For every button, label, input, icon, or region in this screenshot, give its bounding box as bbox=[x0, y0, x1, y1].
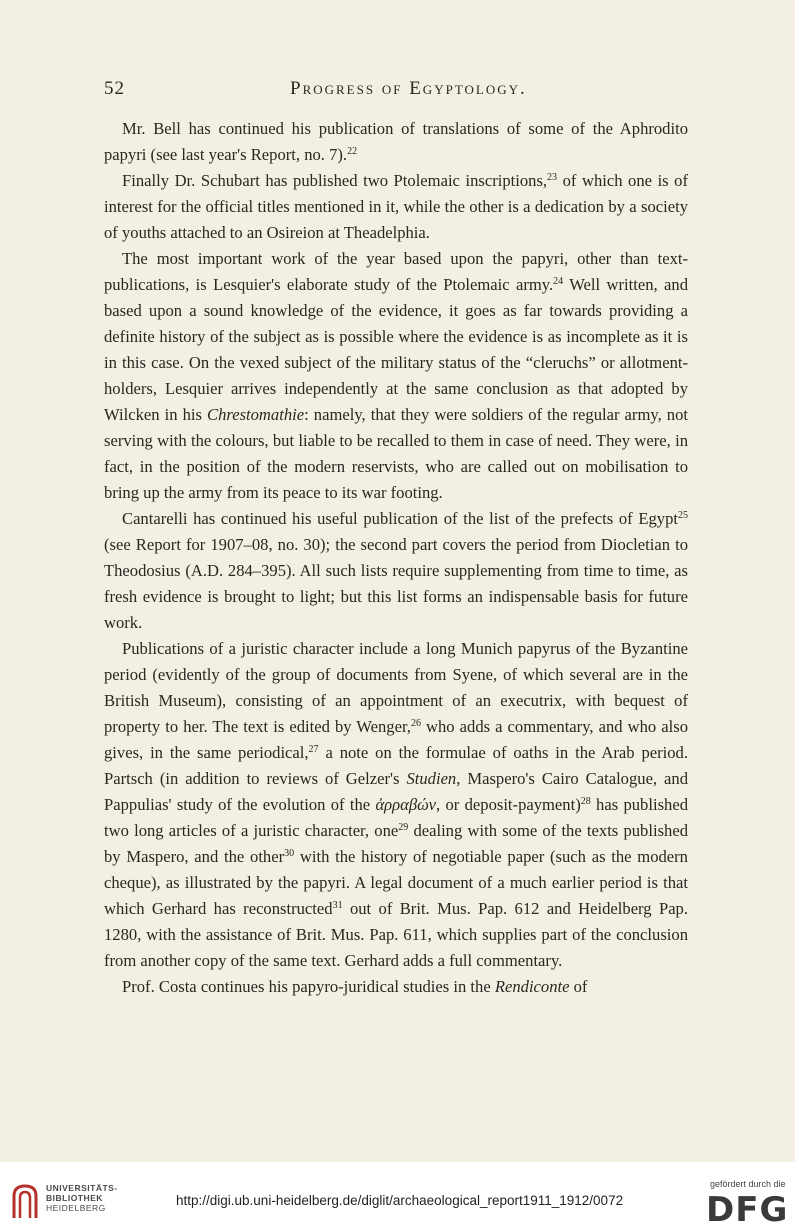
dfg-logo[interactable]: DFG bbox=[706, 1190, 789, 1230]
body-text bbox=[104, 116, 688, 1000]
source-url-link[interactable]: http://digi.ub.uni-heidelberg.de/diglit/archaeological_report1911_1912/0072 bbox=[176, 1193, 624, 1208]
book-title: Studien bbox=[406, 769, 457, 788]
footnote-ref[interactable]: 26 bbox=[410, 718, 421, 729]
footnote-ref[interactable]: 31 bbox=[332, 900, 343, 911]
footnote-ref[interactable]: 27 bbox=[308, 744, 319, 755]
footnote-ref[interactable]: 22 bbox=[347, 146, 358, 157]
footnote-ref[interactable]: 24 bbox=[553, 276, 564, 287]
paragraph-6: Prof. Costa continues his papyro-juridical studies in the Rendiconte of bbox=[122, 977, 588, 996]
page-number: 52 bbox=[104, 78, 125, 99]
university-seal-icon[interactable] bbox=[10, 1182, 40, 1220]
footnote-ref[interactable]: 29 bbox=[398, 822, 409, 833]
journal-title: Rendiconte bbox=[494, 977, 570, 996]
paragraph-4: Cantarelli has continued his useful publication of the list of the prefects of Egypt$^{25}$ (see Report for 1907–08, no. 30); the second part covers the period from Diocletian to Theodosius (A.D. 284–395). All such lists require supplementing from time to time, as fresh evidence is brought to light; but this list forms an indispensable basis for future work. bbox=[104, 509, 688, 632]
greek-term: ἀρραβών bbox=[375, 795, 437, 814]
institution-name[interactable]: UNIVERSITÄTS- BIBLIOTHEK HEIDELBERG bbox=[46, 1183, 118, 1213]
book-title: Chrestomathie bbox=[207, 405, 305, 424]
footnote-ref[interactable]: 30 bbox=[284, 848, 295, 859]
running-title: Progress of Egyptology. bbox=[290, 78, 527, 99]
paragraph-5: Publications of a juristic character include a long Munich papyrus of the Byzantine period (evidently of the group of documents from Syene, of which several are in the British Museum), consisting of an appointment of an executrix, with bequest of property to her. The text is edited by Wenger,$^{26}$ who adds a commentary, and who also gives, in the same periodical,$^{27}$ a note on the formulae of oaths in the Arab period. Partsch (in addition to reviews of Gelzer's Studien, Maspero's Cairo Catalogue, and Pappulias' study of the evolution of the ἀρραβών, or deposit-payment)$^{28}$ has published two long articles of a juristic character, one$^{29}$ dealing with some of the texts published by Maspero, and the other$^{30}$ with the history of negotiable paper (such as the modern cheque), as illustrated by the papyri. A legal document of a much earlier period is that which Gerhard has reconstructed$^{31}$ out of Brit. Mus. Pap. 612 and Heidelberg Pap. 1280, with the assistance of Brit. Mus. Pap. 611, which supplies part of the conclusion from another copy of the same text. Gerhard adds a full commentary. bbox=[104, 639, 689, 970]
footnote-ref[interactable]: 25 bbox=[678, 510, 688, 521]
funding-note: gefördert durch die bbox=[710, 1179, 786, 1189]
paragraph-1: Mr. Bell has continued his publication of translations of some of the Aphrodito papyri (see last year's Report, no. 7).$^{22}$ bbox=[104, 119, 688, 164]
paragraph-2: Finally Dr. Schubart has published two Ptolemaic inscriptions,$^{23}$ of which one is of interest for the official titles mentioned in it, while the other is a dedication by a society of youths attached to an Osireion at Theadelphia. bbox=[104, 171, 688, 242]
footnote-ref[interactable]: 23 bbox=[547, 172, 558, 183]
paragraph-3: The most important work of the year based upon the papyri, other than text-publications, is Lesquier's elaborate study of the Ptolemaic army.$^{24}$ Well written, and based upon a sound knowledge of the evidence, it goes as far towards providing a definite history of the subject as is possible where the evidence is as incomplete as it is in this case. On the vexed subject of the military status of the “cleruchs” or allotment-holders, Lesquier arrives independently at the same conclusion as that adopted by Wilcken in his Chrestomathie: namely, that they were soldiers of the regular army, not serving with the colours, but liable to be recalled to them in case of need. They were, in fact, in the position of the modern reservists, who are called out on mobilisation to bring up the army from its peace to its war footing. bbox=[104, 249, 688, 502]
digitization-footer bbox=[0, 1162, 795, 1232]
running-header bbox=[104, 78, 688, 102]
footnote-ref[interactable]: 28 bbox=[580, 796, 591, 807]
